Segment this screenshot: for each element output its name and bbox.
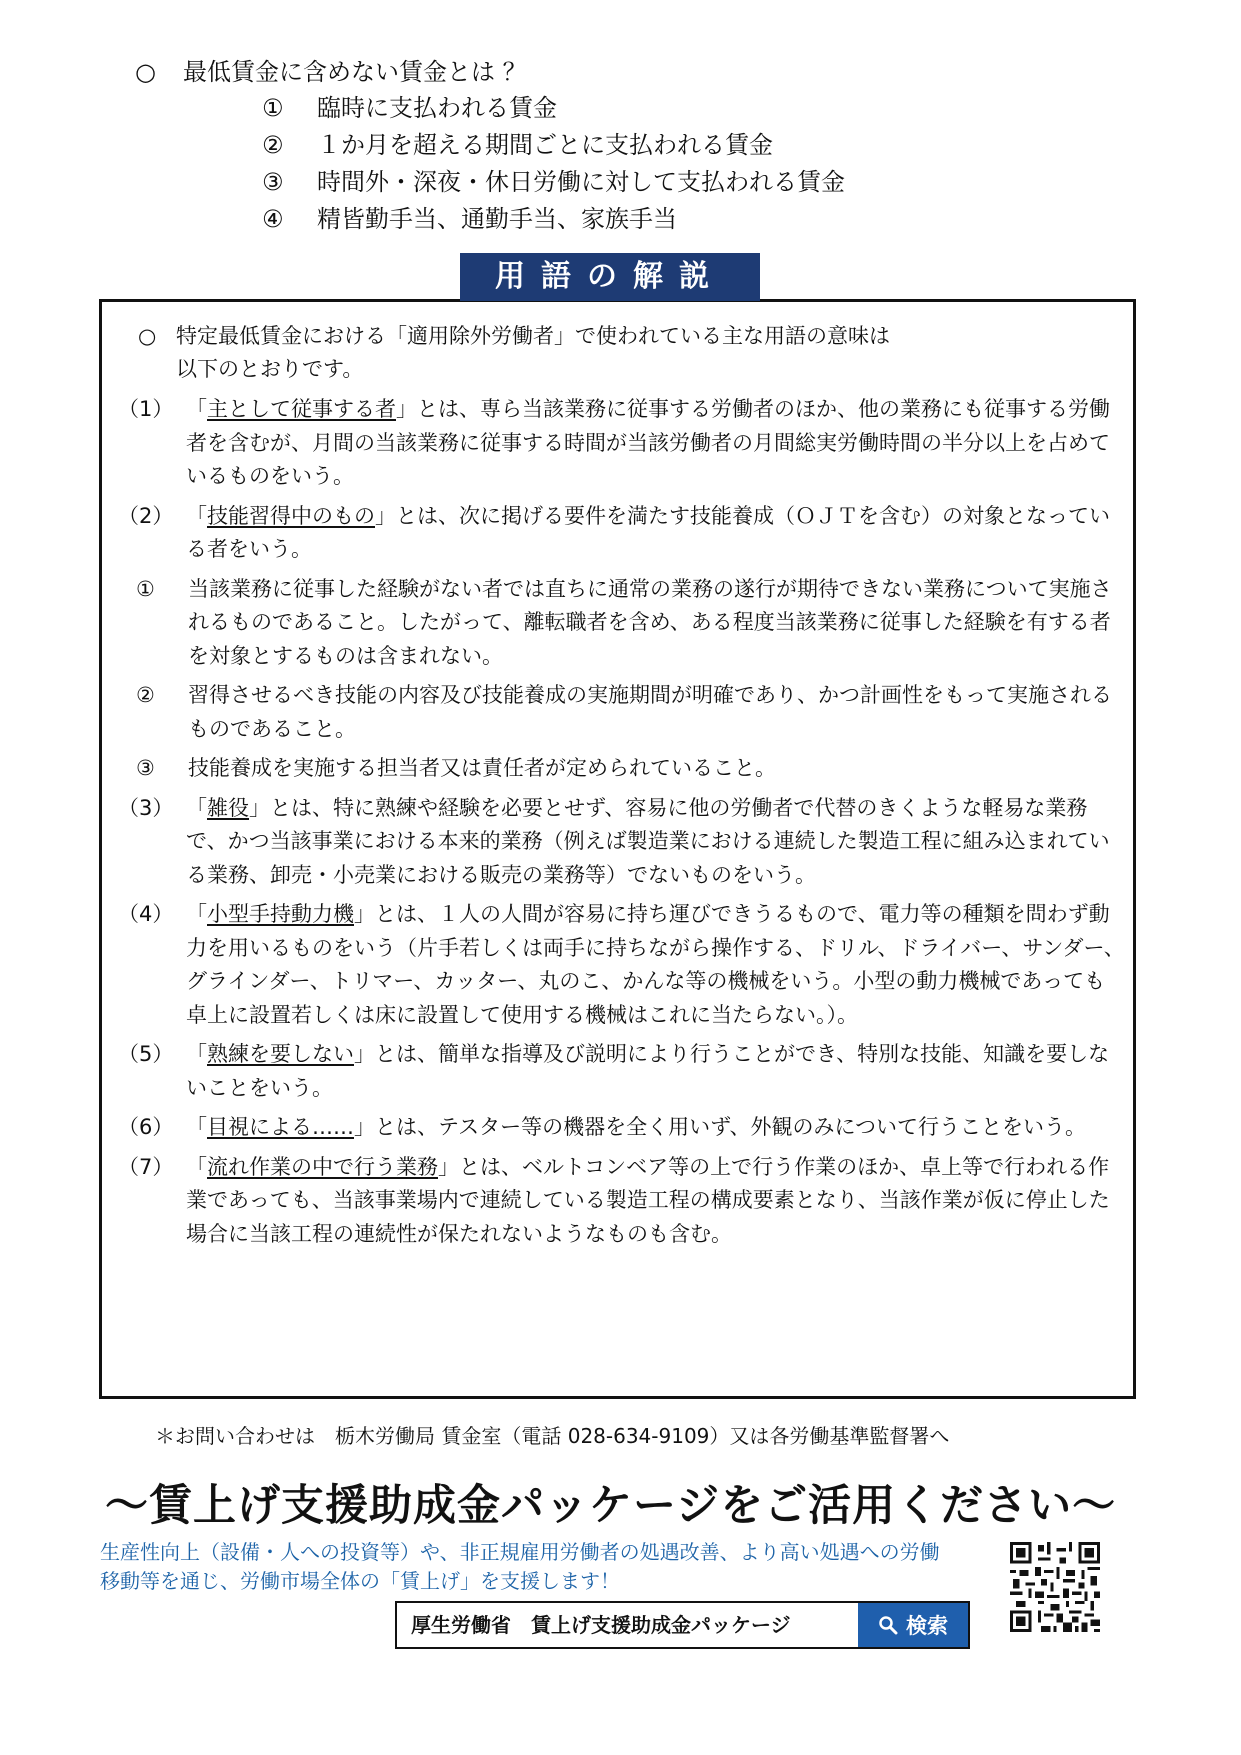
term: 流れ作業の中で行う業務 bbox=[207, 1154, 438, 1179]
contact-info: ＊お問い合わせは 栃木労働局 賃金室（電話 028-634-9109）又は各労働基準監督署へ bbox=[155, 1424, 950, 1448]
promo-description: 生産性向上（設備・人への投資等）や、非正規雇用労働者の処遇改善、より高い処遇への労働 移動等を通じ、労働市場全体の「賃上げ」を支援します！ bbox=[100, 1540, 940, 1593]
list-item: ④ 精皆勤手当、通勤手当、家族手当 bbox=[262, 205, 677, 233]
definition-2: （2） 「技能習得中のもの」とは、次に掲げる要件を満たす技能養成（ＯＪＴを含む）の対象となっている者をいう。 bbox=[118, 503, 1110, 561]
heading-text: 最低賃金に含めない賃金とは ？ bbox=[183, 58, 527, 86]
requirement-2: ② 習得させるべき技能の内容及び技能養成の実施期間が明確であり、かつ計画性をもって実施されるものであること。 bbox=[136, 683, 1112, 741]
requirement-3: ③ 技能養成を実施する担当者又は責任者が定められていること。 bbox=[136, 756, 776, 780]
definition-4: （4） 「小型手持動力機」とは、１人の人間が容易に持ち運びできうるもので、電力等の種類を問わず動力を用いるものをいう（片手若しくは両手に持ちながら操作する、ドリル、ドライバー、サンダー、グラインダー、トリマー、カッター、丸のこ、かんな等の機械をいう。小型の動力機械であっても卓上に設置若しくは床に設置して使用する機械はこれに当たらない。）。 bbox=[118, 902, 1125, 1027]
excluded-wages-list bbox=[262, 90, 845, 238]
definition-7: （7） 「流れ作業の中で行う業務」とは、ベルトコンベア等の上で行う作業のほか、卓上等で行われる作業であっても、当該事業場内で連続している製造工程の構成要素となり、当該作業が仮に停止した場合に当該工程の連続性が保たれないようなものも含む。 bbox=[118, 1154, 1110, 1246]
definitions bbox=[118, 393, 1128, 1257]
intro-mark: ○ bbox=[138, 324, 157, 348]
requirement-1: ① 当該業務に従事した経験がない者では直ちに通常の業務の遂行が期待できない業務について実施されるものであること。したがって、離転職者を含め、ある程度当該業務に従事した経験を有する者を対象とするものは含まれない。 bbox=[136, 576, 1112, 668]
heading-line bbox=[135, 52, 527, 87]
search-box[interactable] bbox=[395, 1601, 970, 1649]
definition-6: （6） 「目視による……」とは、テスター等の機器を全く用いず、外観のみについて行うことをいう。 bbox=[118, 1115, 1087, 1139]
term: 雑役 bbox=[207, 795, 249, 820]
qr-code-icon[interactable] bbox=[1010, 1542, 1100, 1632]
definition-5: （5） 「熟練を要しない」とは、簡単な指導及び説明により行うことができ、特別な技能、知識を要しないことをいう。 bbox=[118, 1042, 1110, 1100]
list-item: ② １か月を超える期間ごとに支払われる賃金 bbox=[262, 131, 773, 159]
glossary-banner: 用語の解説 bbox=[460, 253, 760, 301]
list-item: ① 臨時に支払われる賃金 bbox=[262, 94, 557, 122]
search-button[interactable]: 検索 bbox=[858, 1603, 968, 1647]
term: 目視による…… bbox=[207, 1115, 354, 1139]
glossary-intro: ○ 特定最低賃金における「適用除外労働者」で使われている主な用語の意味は 以下のとおりです。 bbox=[138, 320, 1128, 386]
search-icon bbox=[878, 1615, 898, 1635]
list-item: ③ 時間外・深夜・休日労働に対して支払われる賃金 bbox=[262, 168, 845, 196]
search-query[interactable]: 厚生労働省 賃上げ支援助成金パッケージ bbox=[411, 1613, 791, 1637]
term: 主として従事する者 bbox=[207, 397, 396, 421]
promo-title: ～賃上げ支援助成金パッケージをご活用ください～ bbox=[105, 1481, 1117, 1531]
heading-mark: ○ bbox=[135, 58, 156, 86]
definition-3: （3） 「雑役」とは、特に熟練や経験を必要とせず、容易に他の労働者で代替のきくような軽易な業務で、かつ当該事業における本来的業務（例えば製造業における連続した製造工程に組み込まれている業務、卸売・小売業における販売の業務等）でないものをいう。 bbox=[118, 795, 1110, 887]
term: 技能習得中のもの bbox=[207, 503, 375, 528]
term: 熟練を要しない bbox=[207, 1042, 354, 1066]
term: 小型手持動力機 bbox=[207, 902, 354, 926]
definition-1: （1） 「主として従事する者」とは、専ら当該業務に従事する労働者のほか、他の業務にも従事する労働者を含むが、月間の当該業務に従事する時間が当該労働者の月間総実労働時間の半分以上を占めているものをいう。 bbox=[118, 397, 1110, 488]
